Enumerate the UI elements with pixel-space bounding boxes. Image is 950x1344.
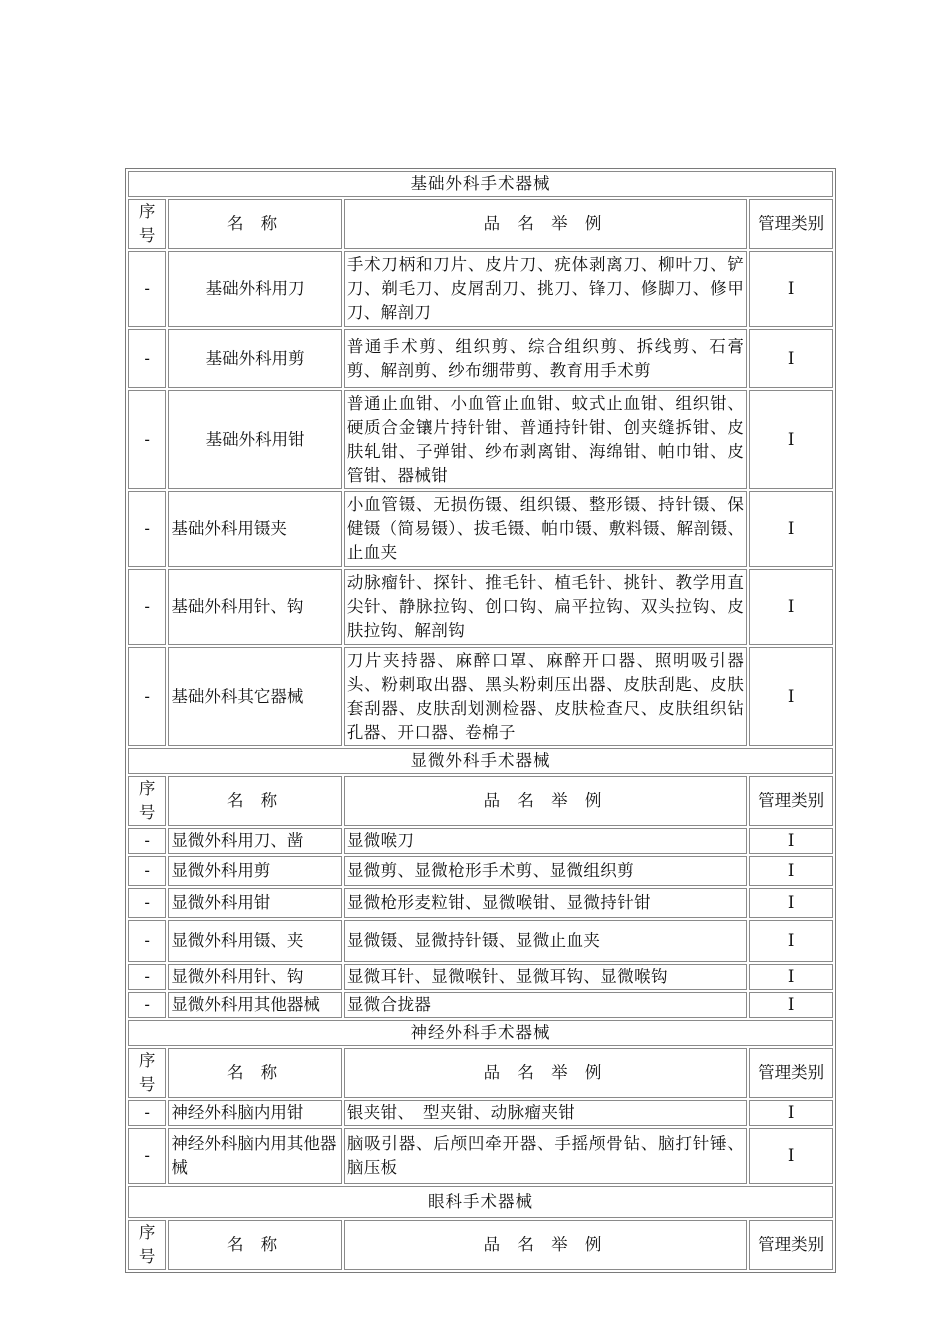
table-row: [128, 964, 833, 990]
table-row: [128, 888, 833, 918]
row-name: 显微外科用刀、凿: [168, 828, 341, 854]
table-row: [128, 569, 833, 645]
table-row: [128, 390, 833, 489]
row-example: 动脉瘤针、探针、推毛针、植毛针、挑针、教学用直尖针、静脉拉钩、创口钩、扁平拉钩、双头拉钩、皮肤拉钩、解剖钩: [344, 569, 747, 645]
header-seq: 序号: [128, 1048, 166, 1098]
row-name: 显微外科用剪: [168, 856, 341, 886]
row-class: I: [749, 251, 833, 327]
table-row: [128, 1128, 833, 1184]
row-class: I: [749, 964, 833, 990]
table-row: [128, 920, 833, 962]
row-example: 显微耳针、显微喉针、显微耳钩、显微喉钩: [344, 964, 747, 990]
row-name: 基础外科用针、钩: [168, 569, 341, 645]
header-seq: 序号: [128, 199, 166, 249]
row-example: 显微喉刀: [344, 828, 747, 854]
row-name: 基础外科其它器械: [168, 647, 341, 746]
row-class: I: [749, 992, 833, 1018]
table-row: [128, 992, 833, 1018]
table-row: [128, 828, 833, 854]
header-example: 品 名 举 例: [344, 1048, 747, 1098]
header-name: 名 称: [168, 776, 341, 826]
header-name: 名 称: [168, 1048, 341, 1098]
header-class: 管理类别: [749, 776, 833, 826]
row-seq: -: [128, 828, 166, 854]
section-title: 神经外科手术器械: [128, 1020, 833, 1046]
row-name: 基础外科用镊夹: [168, 491, 341, 567]
section-title-row: [128, 1186, 833, 1218]
header-name: 名 称: [168, 1220, 341, 1270]
row-class: I: [749, 920, 833, 962]
row-seq: -: [128, 647, 166, 746]
row-example: 普通止血钳、小血管止血钳、蚊式止血钳、组织钳、硬质合金镶片持针钳、普通持针钳、创夹缝拆钳、皮肤轧钳、子弹钳、纱布剥离钳、海绵钳、帕巾钳、皮管钳、器械钳: [344, 390, 747, 489]
table-row: [128, 329, 833, 388]
table-row: [128, 647, 833, 746]
row-class: I: [749, 828, 833, 854]
row-class: I: [749, 1128, 833, 1184]
row-example: 刀片夹持器、麻醉口罩、麻醉开口器、照明吸引器头、粉刺取出器、黑头粉刺压出器、皮肤刮匙、皮肤套刮器、皮肤刮划测检器、皮肤检查尺、皮肤组织钻孔器、开口器、卷棉子: [344, 647, 747, 746]
row-example: 显微镊、显微持针镊、显微止血夹: [344, 920, 747, 962]
section-title-row: [128, 748, 833, 774]
row-class: I: [749, 491, 833, 567]
row-seq: -: [128, 390, 166, 489]
column-header-row: [128, 199, 833, 249]
row-class: I: [749, 569, 833, 645]
row-seq: -: [128, 1100, 166, 1126]
column-header-row: [128, 1220, 833, 1270]
row-class: I: [749, 888, 833, 918]
row-class: I: [749, 329, 833, 388]
row-name: 基础外科用刀: [168, 251, 341, 327]
row-name: 显微外科用钳: [168, 888, 341, 918]
table-body: [128, 171, 833, 1270]
row-name: 显微外科用镊、夹: [168, 920, 341, 962]
row-example: 显微剪、显微枪形手术剪、显微组织剪: [344, 856, 747, 886]
row-seq: -: [128, 964, 166, 990]
row-seq: -: [128, 1128, 166, 1184]
row-seq: -: [128, 920, 166, 962]
table-row: [128, 856, 833, 886]
row-class: I: [749, 390, 833, 489]
header-example: 品 名 举 例: [344, 1220, 747, 1270]
row-class: I: [749, 1100, 833, 1126]
section-title-row: [128, 1020, 833, 1046]
row-seq: -: [128, 856, 166, 886]
row-example: 显微枪形麦粒钳、显微喉钳、显微持针钳: [344, 888, 747, 918]
device-catalog-table: [125, 168, 836, 1273]
row-seq: -: [128, 569, 166, 645]
header-example: 品 名 举 例: [344, 199, 747, 249]
row-seq: -: [128, 888, 166, 918]
row-example: 普通手术剪、组织剪、综合组织剪、拆线剪、石膏剪、解剖剪、纱布绷带剪、教育用手术剪: [344, 329, 747, 388]
header-name: 名 称: [168, 199, 341, 249]
header-seq: 序号: [128, 1220, 166, 1270]
row-name: 显微外科用针、钩: [168, 964, 341, 990]
section-title-row: [128, 171, 833, 197]
section-title: 基础外科手术器械: [128, 171, 833, 197]
row-class: I: [749, 856, 833, 886]
header-class: 管理类别: [749, 1220, 833, 1270]
column-header-row: [128, 1048, 833, 1098]
row-example: 显微合拢器: [344, 992, 747, 1018]
section-title: 眼科手术器械: [128, 1186, 833, 1218]
table-row: [128, 1100, 833, 1126]
table-row: [128, 491, 833, 567]
row-seq: -: [128, 491, 166, 567]
row-example: 银夹钳、 型夹钳、动脉瘤夹钳: [344, 1100, 747, 1126]
row-name: 基础外科用剪: [168, 329, 341, 388]
row-seq: -: [128, 992, 166, 1018]
header-class: 管理类别: [749, 1048, 833, 1098]
row-name: 神经外科脑内用钳: [168, 1100, 341, 1126]
row-seq: -: [128, 329, 166, 388]
row-seq: -: [128, 251, 166, 327]
header-example: 品 名 举 例: [344, 776, 747, 826]
table-row: [128, 251, 833, 327]
row-example: 手术刀柄和刀片、皮片刀、疣体剥离刀、柳叶刀、铲刀、剃毛刀、皮屑刮刀、挑刀、锋刀、修脚刀、修甲刀、解剖刀: [344, 251, 747, 327]
row-example: 脑吸引器、后颅凹牵开器、手摇颅骨钻、脑打针锤、脑压板: [344, 1128, 747, 1184]
row-name: 神经外科脑内用其他器械: [168, 1128, 341, 1184]
column-header-row: [128, 776, 833, 826]
row-name: 基础外科用钳: [168, 390, 341, 489]
row-class: I: [749, 647, 833, 746]
header-seq: 序号: [128, 776, 166, 826]
section-title: 显微外科手术器械: [128, 748, 833, 774]
row-example: 小血管镊、无损伤镊、组织镊、整形镊、持针镊、保健镊（简易镊）、拔毛镊、帕巾镊、敷料镊、解剖镊、止血夹: [344, 491, 747, 567]
row-name: 显微外科用其他器械: [168, 992, 341, 1018]
header-class: 管理类别: [749, 199, 833, 249]
